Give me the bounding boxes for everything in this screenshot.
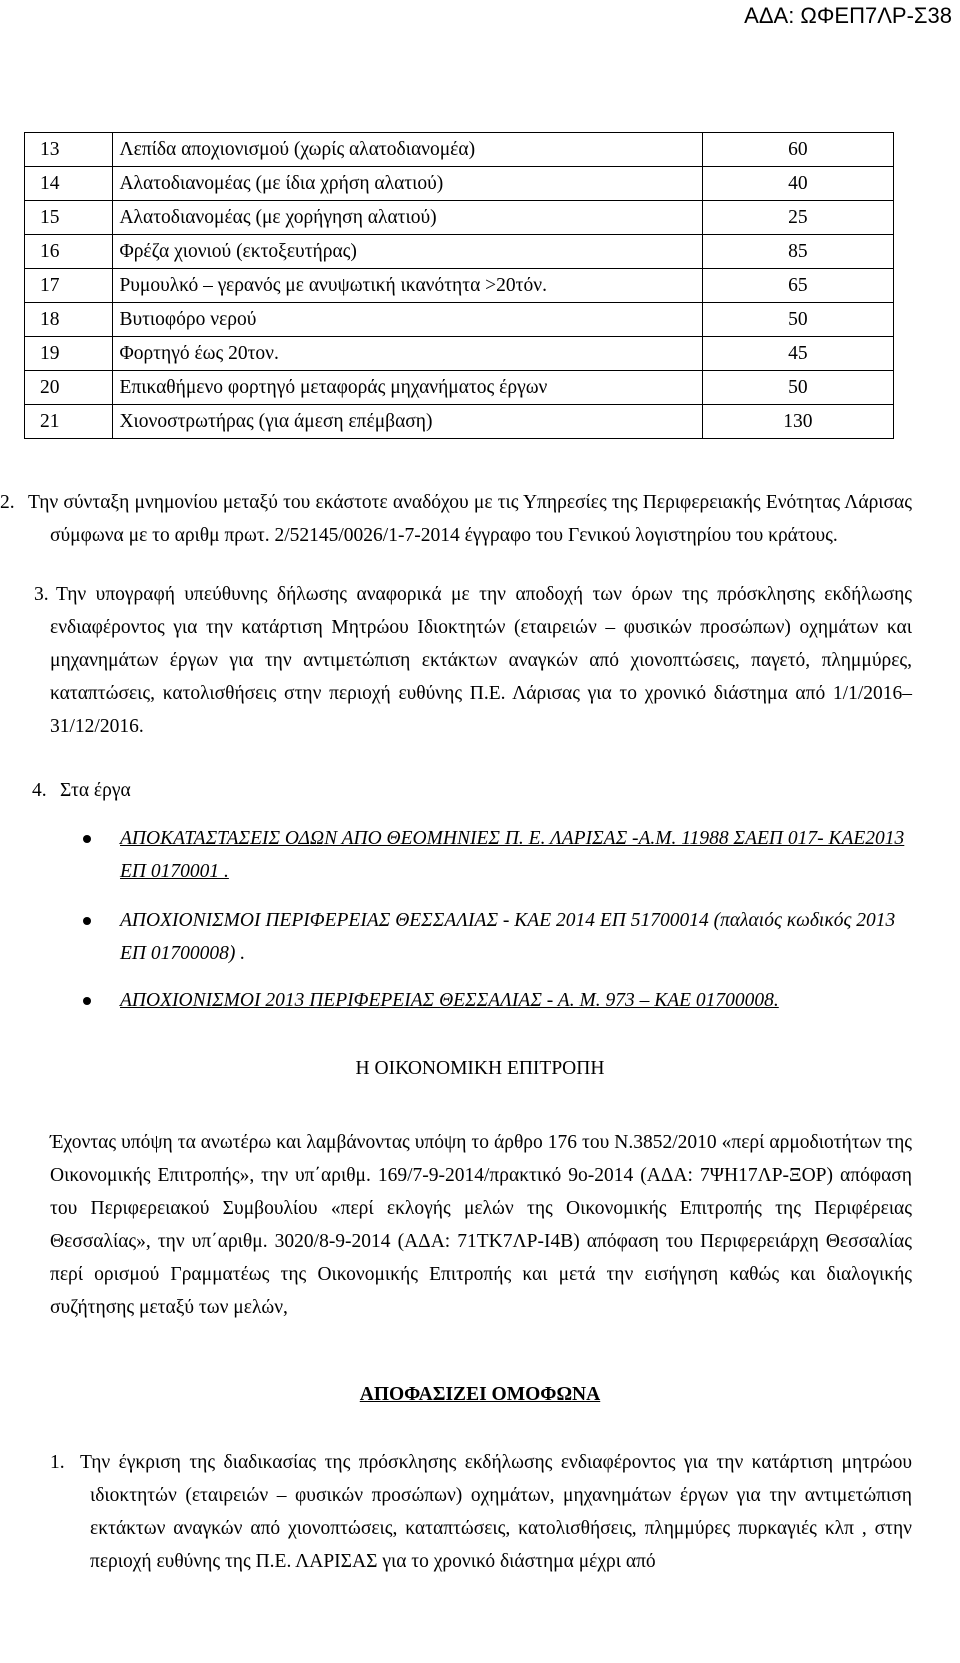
table-row [25,269,894,303]
item-description: Λεπίδα αποχιονισμού (χωρίς αλατοδιανομέα) [113,133,702,167]
table-row [25,167,894,201]
paragraph-number: 3. [34,584,49,605]
decision-heading: ΑΠΟΦΑΣΙΖΕΙ ΟΜΟΦΩΝΑ [359,1384,601,1405]
item-value: 65 [702,269,893,303]
project-item [90,822,910,888]
table-row [25,133,894,167]
item-description: Χιονοστρωτήρας (για άμεση επέμβαση) [113,405,702,439]
item-description: Φορτηγό έως 20τον. [113,337,702,371]
item-number: 13 [25,133,113,167]
paragraph-text: Στα έργα [60,780,131,801]
item-value: 130 [702,405,893,439]
bullet-icon [83,997,91,1005]
paragraph-text: Την σύνταξη μνημονίου μεταξύ του εκάστοτε αναδόχου με τις Υπηρεσίες της Περιφερειακής Ενότητας Λάρισας σύμφωνα με το αριθμ πρωτ. 2/52145/0026/1-7-2014 έγγραφο του Γενικού λογιστηρίου του κράτους. [28,492,912,546]
intro-paragraph: Έχοντας υπόψη τα ανωτέρω και λαμβάνοντας υπόψη το άρθρο 176 του Ν.3852/2010 «περί αρμοδιοτήτων της Οικονομικής Επιτροπής», την υπ΄αριθμ. 169/7-9-2014/πρακτικό 9ο-2014 (ΑΔΑ: 7ΨΗ17ΛΡ-ΞΟΡ) απόφαση του Περιφερειακού Συμβουλίου «περί εκλογής μελών της Οικονομικής Επιτροπής της Περιφέρειας Θεσσαλίας», την υπ΄αριθμ. 3020/8-9-2014 (ΑΔΑ: 71ΤΚ7ΛΡ-Ι4Β) απόφαση του Περιφερειάρχη Θεσσαλίας περί ορισμού Γραμματέως της Οικονομικής Επιτροπής και μετά την εισήγηση καθώς και διαλογικής συζήτησης μεταξύ των μελών, [50,1132,912,1318]
paragraph-2 [0,486,912,552]
decision-number: 1. [50,1452,65,1473]
item-number: 15 [25,201,113,235]
item-description: Βυτιοφόρο νερού [113,303,702,337]
paragraph-3 [34,578,912,743]
project-item [90,904,910,970]
document-ada-header: ΑΔΑ: ΩΦΕΠ7ΛΡ-Σ38 [744,3,952,28]
item-number: 19 [25,337,113,371]
item-value: 85 [702,235,893,269]
paragraph-4 [32,774,912,807]
item-number: 16 [25,235,113,269]
item-value: 50 [702,371,893,405]
item-number: 21 [25,405,113,439]
table-row [25,201,894,235]
table-row [25,235,894,269]
decision-text: Την έγκριση της διαδικασίας της πρόσκλησης εκδήλωσης ενδιαφέροντος για την κατάρτιση μητρώου ιδιοκτητών (εταιρειών – φυσικών προσώπων) οχημάτων, μηχανημάτων έργων για την αντιμετώπιση εκτάκτων αναγκών από χιονοπτώσεις, καταπτώσεις, κατολισθήσεις, πλημμύρες πυρκαγιές κλπ , στην περιοχή ευθύνης της Π.Ε. ΛΑΡΙΣΑΣ για το χρονικό διάστημα μέχρι από [80,1452,912,1572]
item-value: 50 [702,303,893,337]
project-item [90,984,910,1017]
item-number: 17 [25,269,113,303]
bullet-icon [83,917,91,925]
item-description: Επικαθήμενο φορτηγό μεταφοράς μηχανήματος έργων [113,371,702,405]
item-description: Ρυμουλκό – γερανός με ανυψωτική ικανότητα >20τόν. [113,269,702,303]
table-row [25,303,894,337]
item-value: 60 [702,133,893,167]
bullet-icon [83,835,91,843]
paragraph-text: Την υπογραφή υπεύθυνης δήλωσης αναφορικά με την αποδοχή των όρων της πρόσκλησης εκδήλωσης ενδιαφέροντος για την κατάρτιση Μητρώου Ιδιοκτητών (εταιρειών – φυσικών προσώπων) οχημάτων και μηχανημάτων έργων για την αντιμετώπιση εκτάκτων αναγκών από χιονοπτώσεις, παγετό, πλημμύρες, καταπτώσεις, κατολισθήσεις στην περιοχή ευθύνης Π.Ε. Λάρισας για το χρονικό διάστημα από 1/1/2016–31/12/2016. [50,584,912,737]
item-value: 45 [702,337,893,371]
project-text: ΑΠΟΧΙΟΝΙΣΜΟΙ ΠΕΡΙΦΕΡΕΙΑΣ ΘΕΣΣΑΛΙΑΣ - ΚΑΕ 2014 ΕΠ 51700014 (παλαιός κωδικός 2013 ΕΠ 01700008) . [120,910,896,964]
item-description: Φρέζα χιονιού (εκτοξευτήρας) [113,235,702,269]
decision-1 [50,1446,912,1578]
item-number: 18 [25,303,113,337]
paragraph-number: 4. [32,780,47,801]
table-row [25,337,894,371]
committee-heading: Η ΟΙΚΟΝΟΜΙΚΗ ΕΠΙΤΡΟΠΗ [355,1058,605,1079]
item-value: 25 [702,201,893,235]
paragraph-number: 2. [0,492,15,513]
equipment-table [24,132,894,439]
table-row [25,405,894,439]
project-text: ΑΠΟΚΑΤΑΣΤΑΣΕΙΣ ΟΔΩΝ ΑΠΟ ΘΕΟΜΗΝΙΕΣ Π. Ε. ΛΑΡΙΣΑΣ -Α.Μ. 11988 ΣΑΕΠ 017- ΚΑΕ2013 ΕΠ 0170001 . [120,828,905,882]
item-description: Αλατοδιανομέας (με ίδια χρήση αλατιού) [113,167,702,201]
item-number: 14 [25,167,113,201]
project-text: ΑΠΟΧΙΟΝΙΣΜΟΙ 2013 ΠΕΡΙΦΕΡΕΙΑΣ ΘΕΣΣΑΛΙΑΣ - Α. Μ. 973 – ΚΑΕ 01700008. [120,990,779,1011]
item-description: Αλατοδιανομέας (με χορήγηση αλατιού) [113,201,702,235]
item-value: 40 [702,167,893,201]
table-row [25,371,894,405]
item-number: 20 [25,371,113,405]
